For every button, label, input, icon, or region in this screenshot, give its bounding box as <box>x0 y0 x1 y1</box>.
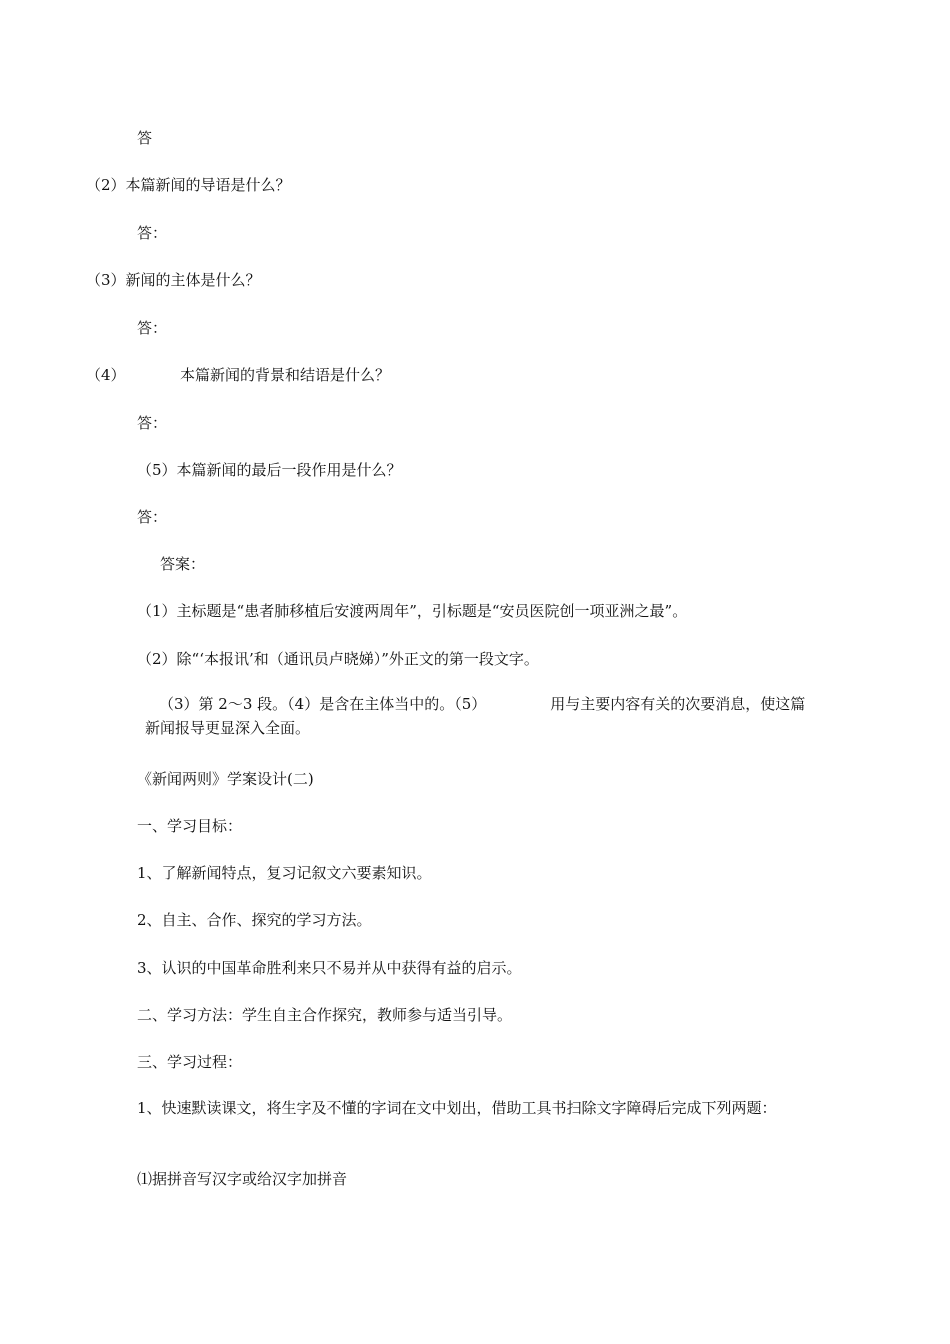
question-5: （5）本篇新闻的最后一段作用是什么？ <box>137 461 402 479</box>
answer-2: （2）除“‘本报讯’和（通讯员卢晓娣）”外正文的第一段文字。 <box>137 650 539 668</box>
question-4-number: （4） <box>86 366 126 384</box>
methods: 二、学习方法：学生自主合作探究，教师参与适当引导。 <box>137 1006 513 1024</box>
answer-3-part-2: 用与主要内容有关的次要消息，使这篇新闻报导更显深入全面。 <box>145 695 806 737</box>
answer-3-label: 答： <box>137 319 168 337</box>
goals-heading: 一、学习目标： <box>137 817 243 835</box>
question-3: （3）新闻的主体是什么？ <box>86 271 261 289</box>
answer-3-part-1: （3）第 2～3 段。（4）是含在主体当中的。（5） <box>159 695 487 713</box>
answer-3-4-5 <box>145 692 815 740</box>
goal-3: 3、认识的中国革命胜利来只不易并从中获得有益的启示。 <box>137 959 522 977</box>
question-4-text: 本篇新闻的背景和结语是什么？ <box>180 366 391 384</box>
answer-stub: 答 <box>137 129 153 147</box>
goal-1: 1、了解新闻特点，复习记叙文六要素知识。 <box>137 864 432 882</box>
answer-4-label: 答： <box>137 414 168 432</box>
answer-5-label: 答： <box>137 508 168 526</box>
design-title: 《新闻两则》学案设计(二) <box>137 770 314 788</box>
answer-2-label: 答： <box>137 224 168 242</box>
process-1: 1、快速默读课文，将生字及不懂的字词在文中划出，借助工具书扫除文字障碍后完成下列两题： <box>137 1099 777 1117</box>
process-1-sub-1: ⑴据拼音写汉字或给汉字加拼音 <box>137 1170 348 1188</box>
question-2: （2）本篇新闻的导语是什么？ <box>86 176 291 194</box>
process-heading: 三、学习过程： <box>137 1053 243 1071</box>
answers-heading: 答案： <box>160 555 206 573</box>
goal-2: 2、自主、合作、探究的学习方法。 <box>137 911 372 929</box>
answer-1: （1）主标题是“患者肺移植后安渡两周年”，引标题是“安员医院创一项亚洲之最”。 <box>137 602 688 620</box>
